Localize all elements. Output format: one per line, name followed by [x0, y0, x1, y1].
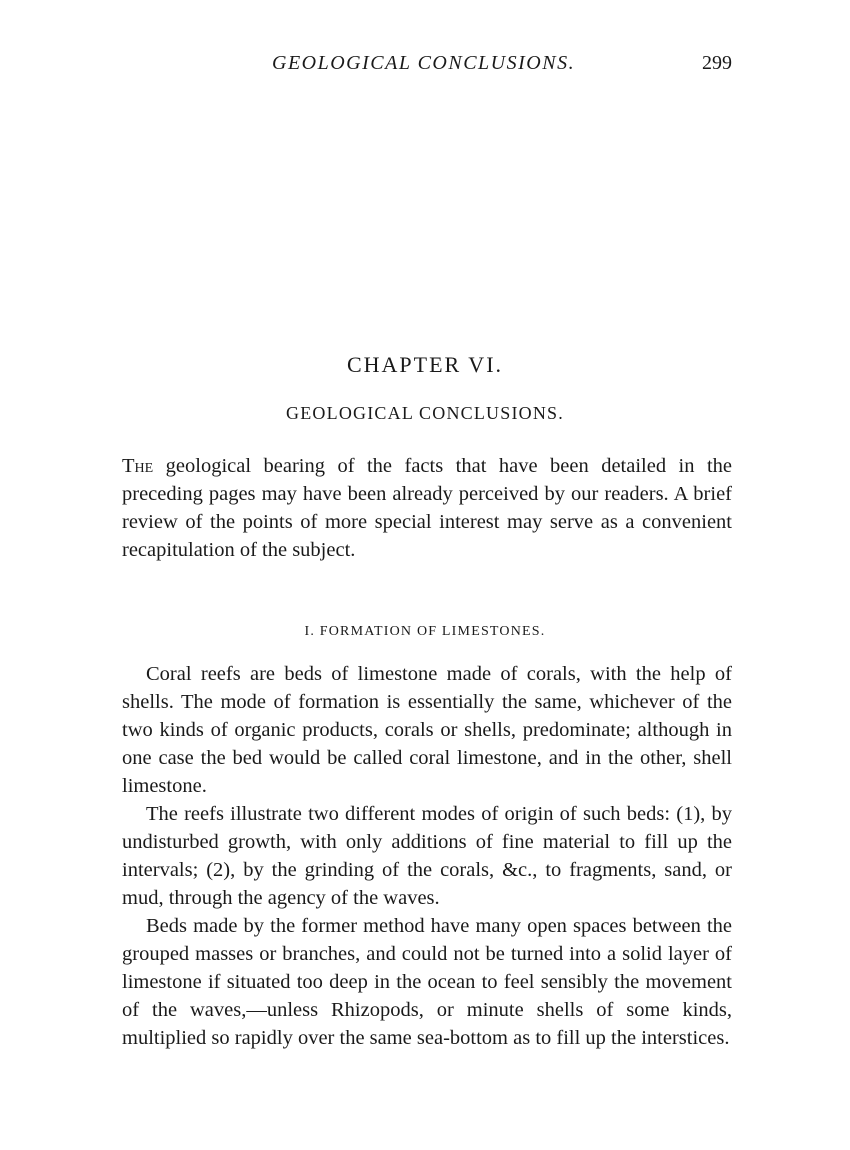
section-heading: I. FORMATION OF LIMESTONES.: [304, 624, 546, 639]
intro-lead-word: The: [122, 455, 154, 477]
paragraph: Coral reefs are beds of limestone made of corals, with the help of shells. The mode of formation is essentially the same, whichever of the two kinds of organic products, corals or shells, predominate; although in one case the bed would be called coral limestone, and in the other, shell limestone.: [122, 663, 732, 797]
intro-text: geological bearing of the facts that have been detailed in the preceding pages may have been already perceived by our readers. A brief review of the points of more special interest may serve as a convenient recapitulation of the subject.: [122, 455, 732, 561]
section-body: [122, 660, 732, 1052]
intro-paragraph: [122, 452, 732, 564]
paragraph: The reefs illustrate two different modes of origin of such beds: (1), by undisturbed growth, with only additions of fine material to fill up the intervals; (2), by the grinding of the corals, &c., to fragments, sand, or mud, through the agency of the waves.: [122, 803, 732, 909]
paragraph: Beds made by the former method have many open spaces between the grouped masses or branches, and could not be turned into a solid layer of limestone if situated too deep in the ocean to feel sensibly the movement of the waves,—unless Rhizopods, or minute shells of some kinds, multiplied so rapidly over the same sea-bottom as to fill up the interstices.: [122, 915, 732, 1049]
chapter-heading: CHAPTER VI.: [346, 352, 504, 377]
chapter-subtitle: GEOLOGICAL CONCLUSIONS.: [286, 403, 564, 423]
page-number: 299: [702, 52, 732, 74]
running-head: [122, 52, 732, 82]
running-title: GEOLOGICAL CONCLUSIONS.: [272, 52, 576, 74]
